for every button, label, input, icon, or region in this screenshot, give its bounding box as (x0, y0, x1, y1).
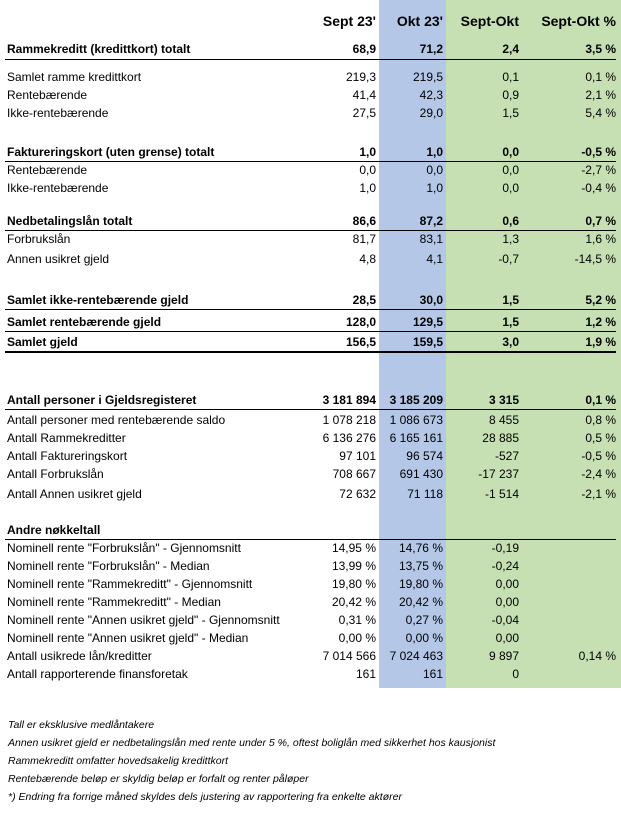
row-label: Annen usikret gjeld (7, 252, 110, 266)
table-row (0, 411, 621, 429)
value-diff-pct: 2,1 % (585, 88, 616, 102)
row-label: Nominell rente "Annen usikret gjeld" - Gjennomsnitt (7, 613, 280, 627)
rule-line (5, 351, 616, 353)
table-row (0, 68, 621, 86)
row-label: Antall usikrede lån/kreditter (7, 649, 152, 663)
value-sept: 161 (355, 667, 376, 681)
table-row (0, 250, 621, 268)
value-sept: 0,00 % (338, 631, 376, 645)
value-okt: 1,0 (426, 145, 443, 159)
table-row (0, 391, 621, 409)
value-diff-pct: -0,5 % (581, 145, 616, 159)
value-sept: 97 101 (339, 449, 376, 463)
table-row (0, 161, 621, 179)
value-diff: 1,3 (502, 232, 519, 246)
value-okt: 20,42 % (398, 595, 443, 609)
table-row (0, 557, 621, 575)
value-okt: 87,2 (419, 214, 443, 228)
value-diff: 0,0 (502, 145, 519, 159)
value-sept: 41,4 (352, 88, 376, 102)
value-diff-pct: 1,6 % (585, 232, 616, 246)
value-diff-pct: -2,4 % (581, 467, 616, 481)
value-diff: 0,9 (502, 88, 519, 102)
value-okt: 6 165 161 (389, 431, 443, 445)
value-okt: 19,80 % (398, 577, 443, 591)
value-diff-pct: 0,8 % (585, 413, 616, 427)
table-row (0, 629, 621, 647)
value-okt: 0,00 % (405, 631, 443, 645)
value-sept: 28,5 (352, 293, 376, 307)
value-diff-pct: -2,1 % (581, 487, 616, 501)
rule-line (5, 161, 616, 162)
value-sept: 72 632 (339, 487, 376, 501)
table-row (0, 485, 621, 503)
footnote: Rentebærende beløp er skyldig beløp er forfalt og renter påløper (8, 773, 309, 785)
value-sept: 1 078 218 (322, 413, 376, 427)
value-sept: 128,0 (345, 315, 376, 329)
row-label: Antall personer i Gjeldsregisteret (7, 393, 197, 407)
row-label: Samlet rentebærende gjeld (7, 315, 162, 329)
footnote: Rammekreditt omfatter hovedsakelig kredittkort (8, 755, 229, 767)
row-label: Ikke-rentebærende (7, 106, 109, 120)
value-diff: 3 315 (488, 393, 519, 407)
value-diff-pct: -0,5 % (581, 449, 616, 463)
table-row (0, 179, 621, 197)
value-okt: 13,75 % (398, 559, 443, 573)
table-row (0, 611, 621, 629)
value-diff: 0,00 (495, 577, 519, 591)
value-okt: 4,1 (426, 252, 443, 266)
header-diff: Sept-Okt (460, 13, 519, 29)
value-diff-pct: -2,7 % (581, 163, 616, 177)
value-diff: 0,00 (495, 595, 519, 609)
value-okt: 3 185 209 (389, 393, 443, 407)
value-okt: 71,2 (419, 42, 443, 56)
table-header (0, 12, 621, 30)
value-sept: 13,99 % (331, 559, 376, 573)
value-diff: 9 897 (488, 649, 519, 663)
value-okt: 83,1 (419, 232, 443, 246)
row-label: Antall Annen usikret gjeld (7, 487, 142, 501)
table-row (0, 212, 621, 230)
value-sept: 68,9 (352, 42, 376, 56)
value-okt: 219,5 (412, 70, 443, 84)
value-okt: 7 024 463 (389, 649, 443, 663)
value-diff: 8 455 (488, 413, 519, 427)
value-diff: 1,5 (502, 106, 519, 120)
rule-line (5, 230, 616, 231)
value-okt: 1,0 (426, 181, 443, 195)
value-diff: 28 885 (482, 431, 519, 445)
value-diff-pct: -14,5 % (574, 252, 616, 266)
row-label: Nominell rente "Rammekreditt" - Median (7, 595, 221, 609)
table-row (0, 521, 621, 539)
value-sept: 3 181 894 (322, 393, 376, 407)
value-diff: 0,00 (495, 631, 519, 645)
value-okt: 691 430 (399, 467, 443, 481)
value-diff-pct: 0,14 % (578, 649, 616, 663)
table-row (0, 575, 621, 593)
value-okt: 42,3 (419, 88, 443, 102)
rule-line (5, 409, 616, 410)
value-diff-pct: 0,1 % (585, 70, 616, 84)
value-diff: 0,0 (502, 181, 519, 195)
table-row (0, 593, 621, 611)
value-sept: 7 014 566 (322, 649, 376, 663)
table-row (0, 104, 621, 122)
value-sept: 0,31 % (338, 613, 376, 627)
table-row (0, 665, 621, 683)
value-sept: 708 667 (332, 467, 376, 481)
header-okt: Okt 23' (396, 13, 443, 29)
value-diff: 0,1 (502, 70, 519, 84)
value-sept: 19,80 % (331, 577, 376, 591)
row-label: Andre nøkkeltall (7, 523, 101, 537)
header-diff-pct: Sept-Okt % (541, 13, 616, 29)
table-row (0, 429, 621, 447)
value-sept: 14,95 % (331, 541, 376, 555)
row-label: Rammekreditt (kredittkort) totalt (7, 42, 191, 56)
rule-line (5, 539, 616, 540)
table-row (0, 291, 621, 309)
footnote: *) Endring fra forrige måned skyldes dels justering av rapportering fra enkelte aktører (8, 791, 402, 803)
value-sept: 1,0 (359, 145, 376, 159)
value-sept: 81,7 (352, 232, 376, 246)
value-diff-pct: 5,2 % (585, 293, 616, 307)
value-diff: 1,5 (502, 293, 519, 307)
value-diff: -527 (494, 449, 519, 463)
table-row (0, 86, 621, 104)
value-diff: -17 237 (478, 467, 519, 481)
table-row (0, 230, 621, 248)
table-row (0, 333, 621, 351)
value-diff: 0,6 (502, 214, 519, 228)
value-okt: 0,27 % (405, 613, 443, 627)
value-diff: 1,5 (502, 315, 519, 329)
footnote: Annen usikret gjeld er nedbetalingslån med rente under 5 %, oftest boliglån med sikkerhet hos kausjonist (8, 737, 496, 749)
value-diff-pct: 3,5 % (585, 42, 616, 56)
row-label: Nominell rente "Forbrukslån" - Gjennomsnitt (7, 541, 241, 555)
row-label: Antall Forbrukslån (7, 467, 104, 481)
value-diff: 2,4 (502, 42, 519, 56)
row-label: Nedbetalingslån totalt (7, 214, 133, 228)
row-label: Samlet ramme kredittkort (7, 70, 142, 84)
value-okt: 71 118 (407, 487, 443, 501)
value-diff-pct: 5,4 % (585, 106, 616, 120)
value-diff-pct: -0,4 % (581, 181, 616, 195)
value-sept: 0,0 (359, 163, 376, 177)
row-label: Faktureringskort (uten grense) totalt (7, 145, 215, 159)
row-label: Nominell rente "Annen usikret gjeld" - Median (7, 631, 249, 645)
value-diff: -0,04 (491, 613, 519, 627)
value-sept: 86,6 (352, 214, 376, 228)
table-row (0, 447, 621, 465)
value-diff-pct: 0,1 % (585, 393, 616, 407)
row-label: Antall Rammekreditter (7, 431, 126, 445)
row-label: Samlet ikke-rentebærende gjeld (7, 293, 189, 307)
value-okt: 14,76 % (398, 541, 443, 555)
row-label: Nominell rente "Forbrukslån" - Median (7, 559, 210, 573)
header-sept: Sept 23' (322, 13, 376, 29)
value-sept: 1,0 (359, 181, 376, 195)
value-sept: 4,8 (359, 252, 376, 266)
value-sept: 6 136 276 (322, 431, 376, 445)
row-label: Ikke-rentebærende (7, 181, 109, 195)
value-diff: -0,24 (491, 559, 519, 573)
row-label: Rentebærende (7, 88, 88, 102)
table-row (0, 647, 621, 665)
rule-line (5, 309, 616, 310)
value-diff: 3,0 (502, 335, 519, 349)
row-label: Samlet gjeld (7, 335, 78, 349)
value-diff-pct: 1,9 % (585, 335, 616, 349)
value-okt: 159,5 (412, 335, 443, 349)
value-diff-pct: 1,2 % (585, 315, 616, 329)
footnotes (8, 716, 613, 806)
value-sept: 20,42 % (331, 595, 376, 609)
table-row (0, 143, 621, 161)
table-row (0, 539, 621, 557)
table-row (0, 465, 621, 483)
value-diff: 0,0 (502, 163, 519, 177)
footnote: Tall er eksklusive medlåntakere (8, 719, 155, 731)
value-diff: -1 514 (484, 487, 519, 501)
value-okt: 30,0 (419, 293, 443, 307)
value-diff-pct: 0,7 % (585, 214, 616, 228)
row-label: Nominell rente "Rammekreditt" - Gjennomsnitt (7, 577, 253, 591)
rule-line (5, 331, 616, 332)
table-row (0, 313, 621, 331)
value-sept: 219,3 (345, 70, 376, 84)
value-sept: 156,5 (345, 335, 376, 349)
value-okt: 96 574 (406, 449, 443, 463)
value-okt: 161 (422, 667, 443, 681)
value-diff: -0,7 (498, 252, 519, 266)
value-diff: -0,19 (491, 541, 519, 555)
row-label: Antall personer med rentebærende saldo (7, 413, 226, 427)
value-okt: 29,0 (419, 106, 443, 120)
value-sept: 27,5 (352, 106, 376, 120)
value-diff-pct: 0,5 % (585, 431, 616, 445)
row-label: Antall rapporterende finansforetak (7, 667, 188, 681)
row-label: Forbrukslån (7, 232, 71, 246)
value-diff: 0 (512, 667, 519, 681)
value-okt: 1 086 673 (389, 413, 443, 427)
table-row (0, 40, 621, 58)
row-label: Antall Faktureringskort (7, 449, 128, 463)
value-okt: 0,0 (426, 163, 443, 177)
value-okt: 129,5 (412, 315, 443, 329)
rule-line (5, 59, 616, 60)
row-label: Rentebærende (7, 163, 88, 177)
